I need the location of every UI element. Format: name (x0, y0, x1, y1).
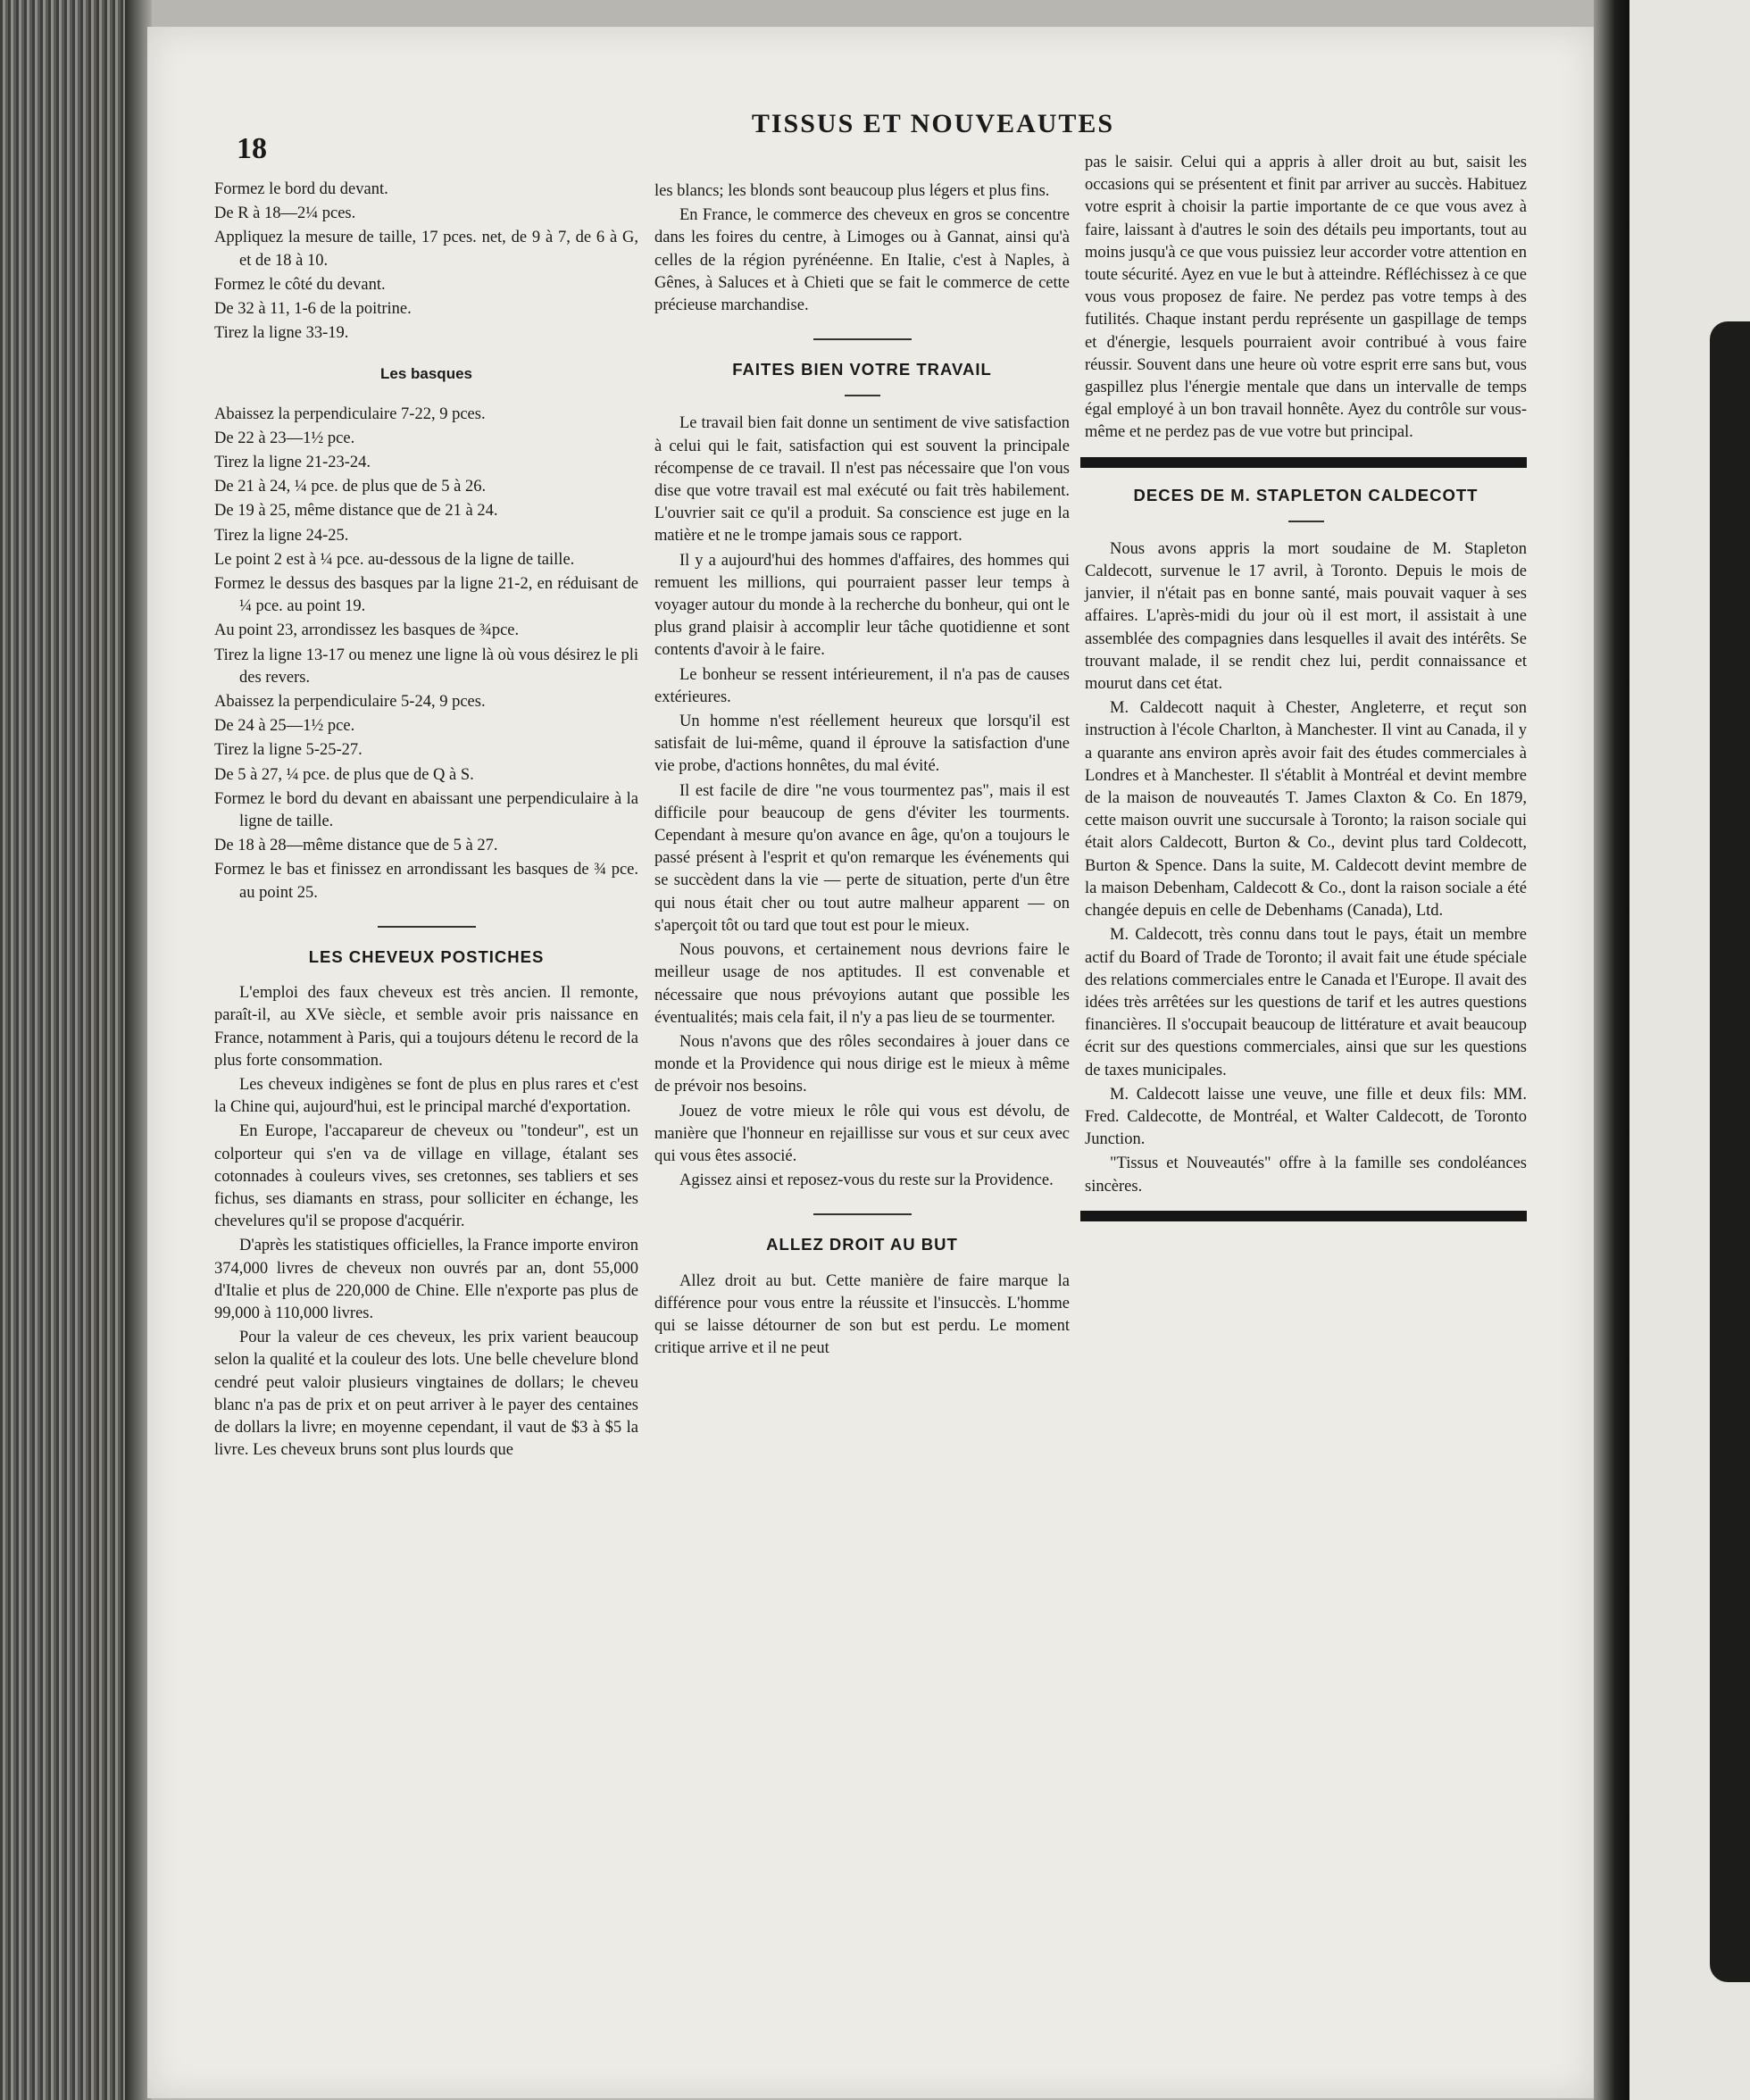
deces-heading: DECES DE M. STAPLETON CALDECOTT (1133, 485, 1479, 504)
instruction-line: Tirez la ligne 13-17 ou menez une ligne là où vous désirez le pli des revers. (214, 646, 638, 687)
instruction-line: De 19 à 25, même distance que de 21 à 24. (214, 502, 498, 521)
cheveux-heading: LES CHEVEUX POSTICHES (308, 946, 545, 966)
paragraph: pas le saisir. Celui qui a appris à aller droit au but, saisit les occasions qui se présentent et finit par arriver au succès. Habituez votre esprit à choisir la partie importante de ce que vous avez à faire, laissant à d'autres le soin des détails peu importants, tout au moins jusqu'à ce que vous puissiez leur accorder votre attention en toute sécurité. Ayez en vue le but à atteindre. Réfléchissez à ce que vous vous proposez de faire. Ne perdez pas votre temps à des futilités. Chaque instant perdu représente un gaspillage de temps et d'énergie, lesquels pourraient avoir contribué à vous faire réussir. Souvent dans une heure où votre esprit erre sans but, vous gaspillez plus l'énergie mentale que dans un intervalle de temps égal employé à un bon travail honnête. Ayez du contrôle sur vous-même et ne perdez pas de vue votre but principal. (1085, 154, 1527, 442)
left-page-edges (0, 0, 134, 2100)
column-1 (214, 179, 638, 1462)
instruction-line: De 5 à 27, ¼ pce. de plus que de Q à S. (214, 765, 474, 784)
paragraph: L'emploi des faux cheveux est très ancien. Il remonte, paraît-il, au XVe siècle, et semble avoir pris naissance en France, notamment à Paris, qui a toujours détenu le record de la plus forte consommation. (214, 984, 638, 1070)
paragraph: Allez droit au but. Cette manière de faire marque la différence pour vous entre la réussite et l'insuccès. L'homme qui se laisse détourner de son but est perdu. Le moment critique arrive et il ne peut (654, 1271, 1070, 1358)
instruction-line: Formez le bas et finissez en arrondissant les basques de ¾ pce. au point 25. (214, 861, 638, 902)
column-2 (654, 180, 1070, 1360)
paragraph: En France, le commerce des cheveux en gros se concentre dans les foires du centre, à Limoges ou à Gannat, ainsi qu'à celles de la région pyrénéenne. En Italie, c'est à Naples, à Gênes, à Saluces et à Chieti que se fait le commerce de cette précieuse marchandise. (654, 206, 1070, 315)
paragraph: les blancs; les blonds sont beaucoup plus légers et plus fins. (654, 182, 1050, 200)
right-gutter-shadow (1594, 0, 1629, 2100)
paragraph: Nous pouvons, et certainement nous devrions faire le meilleur usage de nos aptitudes. Il est convenable et nécessaire que nous prévoyions autant que possible les éventualités; mais cela fait, il n'y a pas lieu de se tourmenter. (654, 941, 1070, 1027)
section-rule (378, 926, 476, 928)
travail-article (654, 412, 1070, 1192)
basques-heading: Les basques (380, 365, 472, 383)
instruction-line: Appliquez la mesure de taille, 17 pces. net, de 9 à 7, de 6 à G, et de 18 à 10. (214, 229, 638, 270)
paragraph: Un homme n'est réellement heureux que lorsqu'il est satisfait de lui-même, quand il éprouve la satisfaction d'une vie probe, d'actions honnêtes, du mal évité. (654, 712, 1070, 776)
paragraph: D'après les statistiques officielles, la France importe environ 374,000 livres de cheveux non ouvrés par an, dont 55,000 d'Italie et plus de 220,000 de Chine. Elle n'exporte pas plus de 99,000 à 110,000 livres. (214, 1237, 638, 1322)
heavy-divider (1080, 457, 1527, 468)
heading-underline (845, 395, 880, 396)
column-3 (1085, 152, 1527, 1238)
instruction-line: Au point 23, arrondissez les basques de ¾pce. (214, 621, 520, 640)
paragraph: M. Caldecott, très connu dans tout le pays, était un membre actif du Board of Trade de Toronto; il avait fait une étude spéciale des relations commerciales entre le Canada et l'Europe. Il avait des idées très arrêtées sur les questions de tarif et les autres questions financières. Il s'occupait beaucoup de littérature et avait beaucoup écrit sur des questions commerciales, ainsi que sur les questions de taxes municipales. (1085, 926, 1527, 1079)
instruction-line: Formez le bord du devant. (214, 180, 388, 198)
instruction-line: De 32 à 11, 1-6 de la poitrine. (214, 300, 412, 319)
travail-heading: FAITES BIEN VOTRE TRAVAIL (732, 360, 992, 379)
instruction-line: Formez le côté du devant. (214, 275, 386, 294)
heavy-divider (1080, 1211, 1527, 1221)
paragraph: Nous avons appris la mort soudaine de M. Stapleton Caldecott, survenue le 17 avril, à Toronto. Depuis le mois de janvier, il n'était pas en bonne santé, mais pouvait vaquer à ses affaires. L'après-midi du jour où il est mort, il assistait à une assemblée des compagnies dans lesquelles il avait des intérêts. Se trouvant malade, il se rendit chez lui, perdit connaissance et mourut dans cet état. (1085, 539, 1527, 694)
instruction-line: De 21 à 24, ¼ pce. de plus que de 5 à 26. (214, 478, 487, 496)
instruction-line: Formez le bord du devant en abaissant une perpendiculaire à la ligne de taille. (214, 789, 638, 831)
paragraph: M. Caldecott naquit à Chester, Angleterre, et reçut son instruction à l'école Charlton, à Manchester. Il vint au Canada, il y a quarante ans environ après avoir fait des études commerciales à Londres et à Manchester. Il s'établit à Montréal et devint membre de la maison de nouveautés T. James Claxton & Co. En 1879, cette maison ouvrit une succursale à Toronto; la raison sociale qui était alors Caldecott, Burton & Co., devint plus tard Coldecott, Burton & Spence. Dans la suite, M. Caldecott devint membre de la maison Debenham, Caldecott & Co., dont la raison sociale a été changée depuis en celle de Debenhams (Canada), Ltd. (1085, 699, 1527, 921)
front-instructions (214, 179, 638, 345)
paragraph: Jouez de votre mieux le rôle qui vous est dévolu, de manière que l'honneur en rejaillisse sur vous et sur ceux avec qui vous êtes associé. (654, 1102, 1070, 1165)
instruction-line: De 22 à 23—1½ pce. (214, 429, 355, 447)
instruction-line: Tirez la ligne 5-25-27. (214, 741, 362, 760)
paragraph: Le travail bien fait donne un sentiment de vive satisfaction à celui qui le fait, satisfaction qui est souvent la principale récompense de ce travail. Il n'est pas nécessaire que l'on vous dise que votre travail est mal exécuté ou fait très habilement. L'ouvrier sait ce qu'il a produit. Sa conscience est juge en la matière et ne le trompe jamais sous ce rapport. (654, 414, 1070, 546)
paragraph: Il y a aujourd'hui des hommes d'affaires, des hommes qui remuent les millions, qui pourraient passer leur temps à voyager autour du monde à la recherche du bonheur, qui ont le plus grand plaisir à accomplir leur tâche quotidienne et sont contents d'avoir à le faire. (654, 551, 1070, 660)
instruction-line: Formez le dessus des basques par la ligne 21-2, en réduisant de ¼ pce. au point 19. (214, 575, 638, 616)
paragraph: Agissez ainsi et reposez-vous du reste sur la Providence. (679, 1171, 1054, 1190)
newspaper-page (147, 27, 1594, 2098)
paragraph: "Tissus et Nouveautés" offre à la famille ses condoléances sincères. (1085, 1154, 1527, 1196)
basques-instructions (214, 404, 638, 904)
instruction-line: De 24 à 25—1½ pce. (214, 717, 355, 736)
paragraph: Les cheveux indigènes se font de plus en plus rares et c'est la Chine qui, aujourd'hui, est le principal marché d'exportation. (214, 1075, 638, 1117)
paragraph: Nous n'avons que des rôles secondaires à jouer dans ce monde et la Providence qui nous dirige est le mieux à même de prévoir nos besoins. (654, 1032, 1070, 1096)
paragraph: Il est facile de dire "ne vous tourmentez pas", mais il est difficile pour beaucoup de gens d'éviter les tourments. Cependant à mesure qu'on avance en âge, qu'on a toujours le passé présent à l'esprit et qu'on remarque les événements qui se succèdent dans la vie — perte de situation, perte d'un être qui nous était cher ou tout autre malheur apparent — on s'aperçoit tôt ou tard que tout est pour le mieux. (654, 781, 1070, 935)
cheveux-article (214, 982, 638, 1462)
droit-article (654, 1271, 1070, 1361)
instruction-line: De R à 18—2¼ pces. (214, 204, 356, 223)
heading-underline (1288, 521, 1324, 522)
instruction-line: Le point 2 est à ¼ pce. au-dessous de la ligne de taille. (214, 550, 575, 569)
instruction-line: Tirez la ligne 21-23-24. (214, 454, 371, 472)
paragraph: Pour la valeur de ces cheveux, les prix varient beaucoup selon la qualité et la couleur des lots. Une belle chevelure blond cendré peut valoir plusieurs vingtaines de dollars; le cheveu blanc n'a pas de prix et on peut arriver à le payer des centaines de dollars la livre; en moyenne cependant, il vaut de $3 à $5 la livre. Les cheveux bruns sont plus lourds que (214, 1329, 638, 1460)
instruction-line: Tirez la ligne 33-19. (214, 324, 349, 343)
paragraph: En Europe, l'accapareur de cheveux ou "tondeur", est un colporteur qui s'en va de village en village, étalant ses cotonnades à couleurs vives, ses cretonnes, ses tabliers et ses fichus, ses diamants en strass, pour solliciter en échange, les chevelures qu'il se propose d'acquérir. (214, 1122, 638, 1231)
facing-page-dark-edge (1710, 321, 1750, 1982)
instruction-line: Tirez la ligne 24-25. (214, 526, 349, 545)
droit-article-continued (1085, 152, 1527, 445)
running-title: TISSUS ET NOUVEAUTES (751, 109, 1115, 138)
droit-heading: ALLEZ DROIT AU BUT (766, 1235, 958, 1254)
instruction-line: Abaissez la perpendiculaire 7-22, 9 pces. (214, 404, 486, 423)
deces-article (1085, 538, 1527, 1198)
paragraph: Le bonheur se ressent intérieurement, il n'a pas de causes extérieures. (654, 665, 1070, 706)
section-rule (813, 1213, 912, 1215)
cheveux-article-continued (654, 180, 1070, 317)
instruction-line: Abaissez la perpendiculaire 5-24, 9 pces. (214, 693, 486, 712)
paragraph: M. Caldecott laisse une veuve, une fille et deux fils: MM. Fred. Caldecotte, de Montréal, et Walter Caldecott, de Toronto Junction. (1085, 1085, 1527, 1149)
section-rule (813, 338, 912, 340)
instruction-line: De 18 à 28—même distance que de 5 à 27. (214, 837, 498, 855)
page-number: 18 (237, 132, 267, 165)
